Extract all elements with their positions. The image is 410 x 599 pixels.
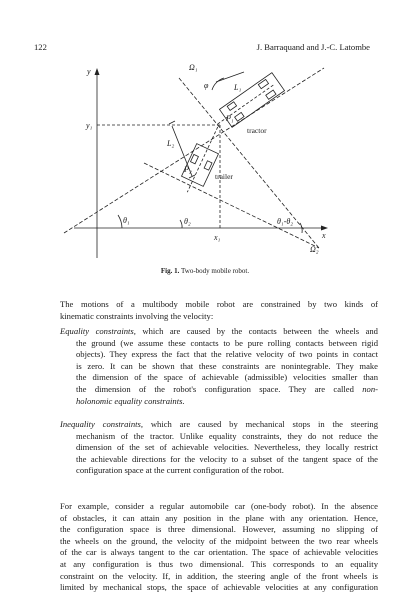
paragraph-line: For example, consider a regular automobile car (one-body robot). In the absence — [60, 501, 378, 511]
tractor-label: tractor — [247, 126, 267, 135]
L2-label: L₂ — [167, 139, 175, 148]
phi-label: φ — [204, 81, 209, 90]
P2-label: P₂ — [184, 165, 192, 174]
caption-text: Two-body mobile robot. — [180, 267, 250, 275]
y-axis-label: y — [87, 67, 91, 76]
caption-label: Fig. 1. — [160, 267, 180, 275]
inequality-constraints-item — [60, 419, 378, 477]
item-line: Inequality constraints, which are caused by mechanical stops in the steering — [60, 419, 378, 429]
item-head: Inequality constraints, — [60, 419, 144, 429]
item-line: the dimension of the robot's configuration space. They are called non- — [76, 383, 378, 394]
item-line: objects). They express the fact that the relative velocity of two points in contact — [76, 349, 378, 360]
paragraph-line: of obstacles, it can attain any position in the plane with any orientation. Hence, — [60, 512, 378, 523]
L1-label: L₁ — [234, 83, 242, 92]
paragraph-line: constraint on the velocity. If, in addition, the steering angle of the front wheels is — [60, 570, 378, 581]
item-line: the ground (we assume these contacts to be pure rolling contacts between rigid — [76, 337, 378, 348]
omega1-label: Ω₁ — [189, 63, 198, 72]
paragraph-line: at any configuration is thus two dimensional. This corresponds to an equality — [60, 558, 378, 569]
theta2-label: θ₂ — [184, 217, 191, 226]
omega2-label: Ω₂ — [310, 245, 319, 254]
paragraph-line: of the car is always tangent to the car orientation. The space of achievable velocities — [60, 547, 378, 558]
item-line: dimension of the set of achievable velocities. Nevertheless, they locally restrict — [76, 442, 378, 453]
item-line: is zero. It can be shown that these constraints are nonintegrable. They make — [76, 360, 378, 371]
figure-caption — [0, 267, 410, 275]
y1-label: y₁ — [86, 121, 93, 130]
paragraph-line: kinematic constraints involving the velocity: — [60, 310, 214, 321]
item-line: holonomic equality constraints. — [76, 395, 185, 406]
item-line: Equality constraints, which are caused by the contacts between the wheels and — [60, 326, 378, 336]
paragraph-line: The motions of a multibody mobile robot are constrained by two kinds of — [60, 299, 378, 309]
P1-label: P₁ — [226, 114, 234, 123]
item-head: Equality constraints, — [60, 326, 136, 336]
page-number: 122 — [34, 42, 47, 52]
running-head-authors: J. Barraquand and J.-C. Latombe — [256, 42, 370, 52]
paragraph-line: the wheels on the ground, the velocity of the midpoint between the two rear wheels — [60, 535, 378, 546]
page-header — [34, 42, 370, 54]
item-line: the dimension of the space of achievable (admissible) velocities smaller than — [76, 372, 378, 383]
item-line: the achievable directions for the velocity to a subset of the tangent space of the — [76, 453, 378, 464]
paragraph-2 — [60, 501, 378, 594]
paragraph-1 — [60, 299, 378, 322]
paragraph-line: the configuration space is three dimensional. However, assuming no slipping of — [60, 524, 378, 535]
two-body-robot-figure — [34, 58, 334, 264]
x1-label: x₁ — [214, 233, 221, 242]
paragraph-line: limited by mechanical stops, the space of achievable velocities at any configuration — [60, 582, 378, 593]
trailer-label: trailer — [215, 172, 233, 181]
theta-diff-label: θ₁-θ₂ — [277, 217, 294, 226]
item-line: mechanism of the tractor. Unlike equality constraints, they do not reduce the — [76, 430, 378, 441]
equality-constraints-item — [60, 326, 378, 407]
x-axis-label: x — [322, 231, 326, 240]
theta1-label: θ₁ — [123, 216, 130, 225]
item-line: configuration space at the current configuration of the robot. — [76, 465, 284, 476]
